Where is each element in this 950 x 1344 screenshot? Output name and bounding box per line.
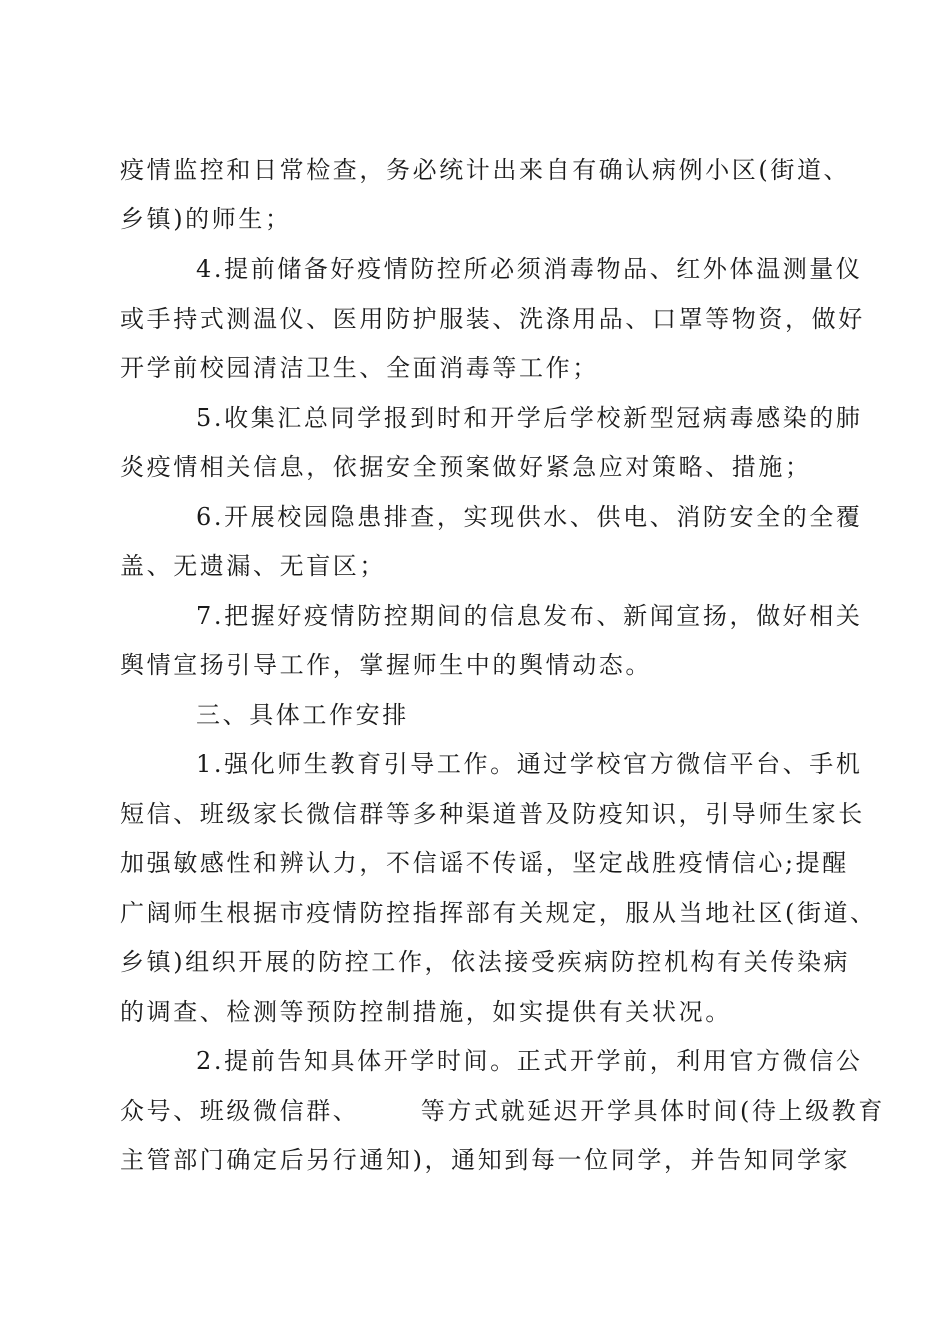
- text-line: 短信、班级家长微信群等多种渠道普及防疫知识，引导师生家长: [120, 800, 865, 828]
- text-line: 开学前校园清洁卫生、全面消毒等工作；: [120, 354, 599, 382]
- text-line: 炎疫情相关信息，依据安全预案做好紧急应对策略、措施；: [120, 453, 812, 481]
- text-line: 的调查、检测等预防控制措施，如实提供有关状况。: [120, 998, 732, 1026]
- text-line: 疫情监控和日常检查，务必统计出来自有确认病例小区(街道、: [120, 156, 851, 184]
- text-line: 加强敏感性和辨认力，不信谣不传谣，坚定战胜疫情信心;提醒: [120, 849, 849, 877]
- text-line: 主管部门确定后另行通知)，通知到每一位同学，并告知同学家: [120, 1146, 851, 1174]
- text-line: 舆情宣扬引导工作，掌握师生中的舆情动态。: [120, 651, 652, 679]
- text-line: 5.收集汇总同学报到时和开学后学校新型冠病毒感染的肺: [196, 404, 863, 432]
- text-line: 或手持式测温仪、医用防护服装、洗涤用品、口罩等物资，做好: [120, 305, 865, 333]
- text-line: 6.开展校园隐患排查，实现供水、供电、消防安全的全覆: [196, 503, 863, 531]
- section-heading: 三、具体工作安排: [196, 701, 409, 729]
- text-line: 众号、班级微信群、 等方式就延迟开学具体时间(待上级教育: [120, 1097, 885, 1125]
- text-line: 2.提前告知具体开学时间。正式开学前，利用官方微信公: [196, 1047, 863, 1075]
- text-line: 4.提前储备好疫情防控所必须消毒物品、红外体温测量仪: [196, 255, 863, 283]
- text-line: 广阔师生根据市疫情防控指挥部有关规定，服从当地社区(街道、: [120, 899, 877, 927]
- text-line: 乡镇)的师生；: [120, 205, 292, 233]
- text-line: 1.强化师生教育引导工作。通过学校官方微信平台、手机: [196, 750, 863, 778]
- text-line: 7.把握好疫情防控期间的信息发布、新闻宣扬，做好相关: [196, 602, 863, 630]
- text-line: 乡镇)组织开展的防控工作，依法接受疾病防控机构有关传染病: [120, 948, 851, 976]
- text-line: 盖、无遗漏、无盲区；: [120, 552, 386, 580]
